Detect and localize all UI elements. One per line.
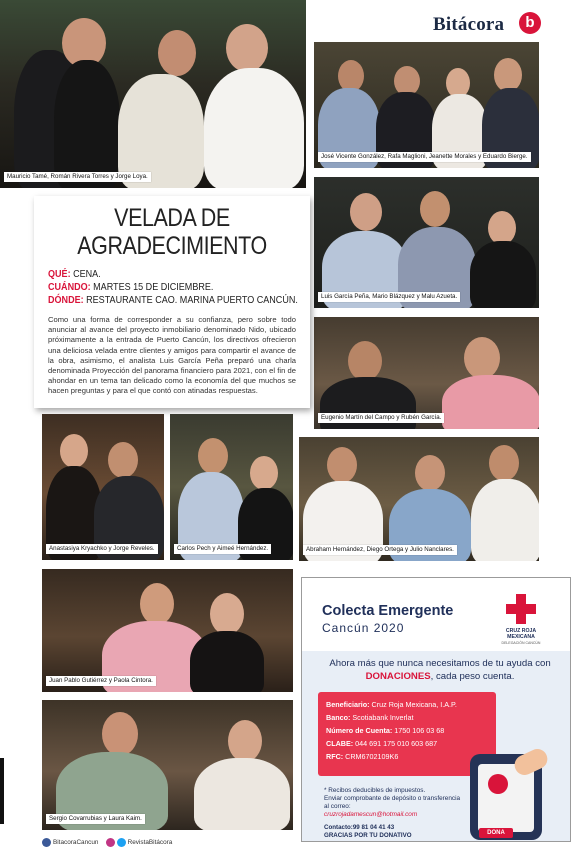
ad-notes: * Recibos deducibles de impuestos. Enviar comprobante de depósito o transferencia al correo: cruzrojadamescun@hotmail.com <box>324 787 464 819</box>
event-facts <box>48 268 298 307</box>
cuenta: 1750 106 03 68 <box>394 726 445 735</box>
instagram-icon <box>106 838 115 847</box>
dona-button: DONA <box>479 828 513 838</box>
ad-subtitle: Cancún 2020 <box>322 621 405 635</box>
banco: Scotiabank Inverlat <box>352 713 414 722</box>
que-label: QUÉ: <box>48 268 71 280</box>
article-box <box>34 196 310 408</box>
photo-5 <box>42 414 164 560</box>
donde-label: DÓNDE: <box>48 294 84 306</box>
que-value: CENA. <box>73 268 101 280</box>
photo-2 <box>314 42 539 168</box>
side-marker <box>0 758 4 824</box>
article-body: Como una forma de corresponder a su confianza, pero sobre todo anunciar al avance del proyecto inmobiliario denominado Nido, ubicado próximamente a la entrada de Puerto Cancún, los directivos ofrecieron una deliciosa velada entre clientes y amigos para compartir el avance de la obra, asimismo, el analista Luis García Peña preparó una charla denominada Proyección del panorama financiero para 2021, con el fin de ahondar en un tema tan delicado como la economía del que muchos se hacen preguntas y para el que contó con atinadas respuestas. <box>48 315 296 396</box>
photo-caption: José Vicente González, Rafa Maglioni, Jeanette Morales y Eduardo Bierge. <box>318 152 531 162</box>
ad-email: cruzrojadamescun@hotmail.com <box>324 811 418 818</box>
photo-caption: Eugenio Martín del Campo y Rubén García. <box>318 413 444 423</box>
clabe: 044 691 175 010 603 687 <box>355 739 438 748</box>
photo-9 <box>42 700 293 830</box>
bank-details: Beneficiario: Cruz Roja Mexicana, I.A.P. Banco: Scotiabank Inverlat Número de Cuenta: 1750 106 03 68 CLABE: 044 691 175 010 603 687 RFC: CRM6702109K6 <box>318 692 496 776</box>
ad-title: Colecta Emergente <box>322 603 454 619</box>
photo-caption: Sergio Covarrubias y Laura Kaim. <box>46 814 145 824</box>
photo-caption: Luis García Peña, Mario Blázquez y Malu Azueta. <box>318 292 460 302</box>
photo-caption: Mauricio Tamé, Román Rivera Torres y Jorge Loya. <box>4 172 151 182</box>
cuando-value: MARTES 15 DE DICIEMBRE. <box>93 281 214 293</box>
photo-caption: Juan Pablo Gutiérrez y Paola Cintora. <box>46 676 156 686</box>
ad-contact: Contacto:99 81 04 41 43 GRACIAS POR TU DONATIVO <box>324 824 412 839</box>
brand-logo-text: Bitácora <box>433 14 505 35</box>
heart-icon <box>488 774 508 794</box>
photo-4 <box>314 317 539 429</box>
social-footer <box>42 838 172 847</box>
photo-8 <box>42 569 293 692</box>
facebook-icon <box>42 838 51 847</box>
red-cross-icon <box>506 594 536 624</box>
rfc: CRM6702109K6 <box>345 752 399 761</box>
photo-caption: Anastasiya Kryachko y Jorge Reveles. <box>46 544 158 554</box>
donation-ad <box>301 577 571 842</box>
cuando-label: CUÁNDO: <box>48 281 91 293</box>
org-name: CRUZ ROJA MEXICANA <box>505 628 537 640</box>
twitter-icon <box>117 838 126 847</box>
photo-7 <box>299 437 539 561</box>
title-line-2: AGRADECIMIENTO <box>77 232 267 260</box>
photo-caption: Abraham Hernández, Diego Ortega y Julio Nanclares. <box>303 545 457 555</box>
photo-3 <box>314 177 539 308</box>
title-line-1: VELADA DE <box>114 204 230 232</box>
ad-message: Ahora más que nunca necesitamos de tu ayuda con DONACIONES, cada peso cuenta. <box>329 658 551 682</box>
brand-logo-mark: b <box>519 12 541 34</box>
org-subname: DELEGACIÓN CANCÚN <box>501 641 541 645</box>
article-title <box>65 204 278 260</box>
facebook-handle: BitacoraCancun <box>53 839 99 847</box>
photo-caption: Carlos Pech y Aimeé Hernández. <box>174 544 271 554</box>
photo-6 <box>170 414 293 560</box>
social-handle: RevistaBitácora <box>127 839 173 847</box>
donde-value: RESTAURANTE CAO. MARINA PUERTO CANCÚN. <box>86 294 298 306</box>
beneficiario: Cruz Roja Mexicana, I.A.P. <box>371 700 457 709</box>
photo-1 <box>0 0 306 188</box>
